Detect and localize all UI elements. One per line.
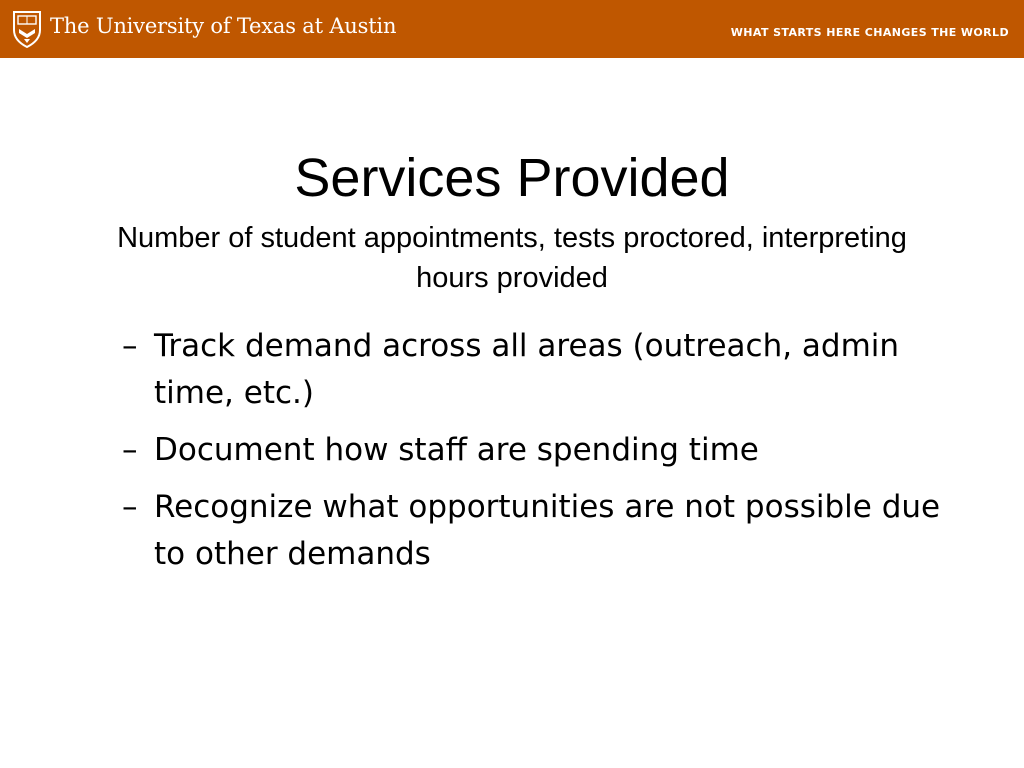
bullet-dash: – — [122, 328, 138, 364]
bullet-item — [122, 427, 942, 474]
bullet-dash: – — [122, 489, 138, 525]
header-bar — [0, 0, 1024, 58]
bullet-item — [122, 484, 942, 578]
bullet-list — [122, 323, 942, 588]
bullet-text: Track demand across all areas (outreach, admin time, etc.) — [154, 328, 900, 411]
slide-title: Services Provided — [294, 148, 730, 208]
bullet-item — [122, 323, 942, 417]
slide-subtitle: Number of student appointments, tests proctored, interpreting hours provided — [117, 222, 907, 294]
university-name: The University of Texas at Austin — [50, 14, 397, 38]
university-seal-icon — [12, 10, 42, 48]
bullet-text: Document how staff are spending time — [154, 432, 759, 468]
tagline: WHAT STARTS HERE CHANGES THE WORLD — [730, 26, 1009, 39]
bullet-dash: – — [122, 432, 138, 468]
bullet-text: Recognize what opportunities are not possible due to other demands — [154, 489, 941, 572]
